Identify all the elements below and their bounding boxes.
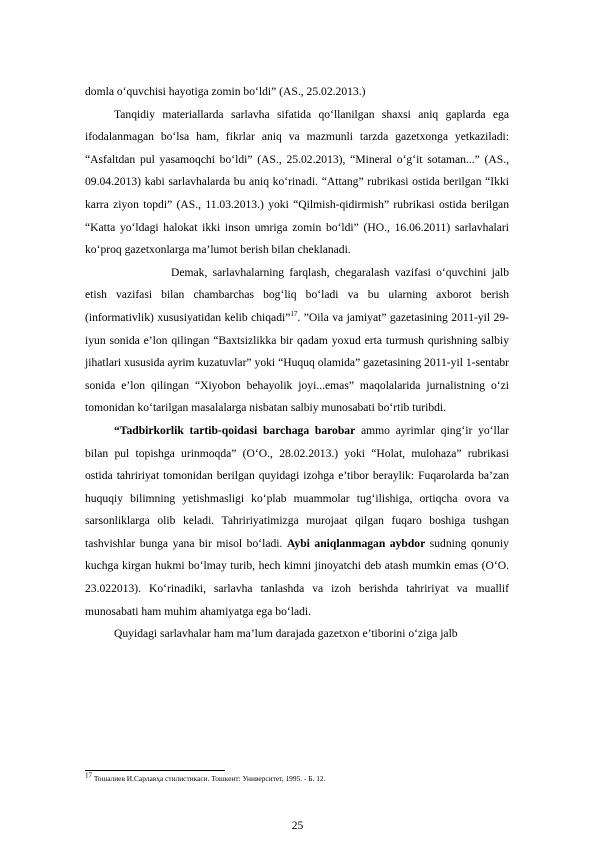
footnote (85, 771, 515, 784)
footnote-reference[interactable]: 17 (290, 310, 298, 319)
paragraph-business-rules (85, 420, 509, 623)
paragraph-text: sudning qonuniy kuchga kirgan hukmi bo‘lmay turib, hech kimni jinoyatchi deb atash mumkin emas (O‘O. 23.022013). Ko‘rinadiki, sarlavha tanlashda va izoh berishda tahririyat va muallif munosabati ham muhim ahamiyatga ega bo‘ladi. (85, 536, 509, 618)
page-number: 25 (291, 820, 304, 832)
paragraph-continuation: domla o‘quvchisi hayotiga zomin bo‘ldi” (AS., 25.02.2013.) (85, 85, 366, 98)
footnote-divider (85, 770, 225, 771)
paragraph-critical-materials: Tanqidiy materiallarda sarlavha sifatida qo‘llanilgan shaxsi aniq gaplarda ega ifodalanmagan bo‘lsa ham, fikrlar aniq va mazmunli tarzda gazetxonga yetkaziladi: “Asfaltdan pul yasamoqchi bo‘ldi” (AS., 25.02.2013), “Mineral o‘g‘it sotaman...” (AS., 09.04.2013) kabi sarlavhalarda bu aniq ko‘rinadi. “Attang” rubrikasi ostida berilgan “Ikki karra ziyon topdi” (AS., 11.03.2013.) yoki “Qilmish-qidirmish” rubrikasi ostida berilgan “Katta yo‘ldagi halokat ikki inson umriga zomin bo‘ldi” (HO., 16.06.2011) sarlavhalari ko‘proq gazetxonlarga ma’lumot berish bilan cheklanadi. (85, 107, 509, 257)
body-text (85, 81, 509, 646)
footnote-text: Тошалиев И.Сарлавҳа стилистикаси. Тошкент: Университет, 1995. - Б. 12. (92, 774, 326, 783)
bold-headline-quote: Aybi aniqlanmagan aybdor (286, 536, 426, 550)
paragraph-headline-function (85, 262, 509, 420)
paragraph-text: ammo ayrimlar qing‘ir yo‘llar bilan pul topishga urinmoqda” (O‘O., 28.02.2013.) yoki “Holat, mulohaza” rubrikasi ostida tahririyat tomonidan berilgan quyidagi izohga e’tibor beraylik: Fuqarolarda ba’zan huquqiy bilimning yetishmasligi ko‘plab muammolar tug‘ilishiga, ortiqcha ovora va sarsonliklarga olib keladi. Tahririyatimizga murojaat qilgan fuqaro boshiga tushgan tashvishlar bunga yana bir misol bo‘ladi. (85, 423, 509, 550)
paragraph-text: . ”Oila va jamiyat” gazetasining 2011-yil 29-iyun sonida e’lon qilingan “Baxtsizlikka bir qadam yoxud erta turmush qurishning salbiy jihatlari xususida ayrim kuzatuvlar” yoki “Huquq olamida” gazetasining 2011-yil 1-sentabr sonida e’lon qilingan “Xiyobon behayolik joyi...emas” maqolalarida jurnalistning o‘zi tomonidan ko‘tarilgan masalalarga nisbatan salbiy munosabati bo‘rtib turibdi. (85, 310, 510, 415)
paragraph-text: Demak, sarlavhalarning farqlash, chegaralash vazifasi o‘quvchini jalb etish vazifasi bilan chambarchas bog‘liq bo‘ladi va bu ularning axborot berish (informativlik) xususiyatidan kelib chiqadi” (85, 265, 509, 324)
bold-headline-quote: “Tadbirkorlik tartib-qoidasi barchaga barobar (114, 423, 356, 437)
footnote-marker: 17 (85, 771, 92, 780)
paragraph-following-headlines: Quyidagi sarlavhalar ham ma’lum darajada gazetxon e’tiborini o‘ziga jalb (114, 627, 458, 641)
